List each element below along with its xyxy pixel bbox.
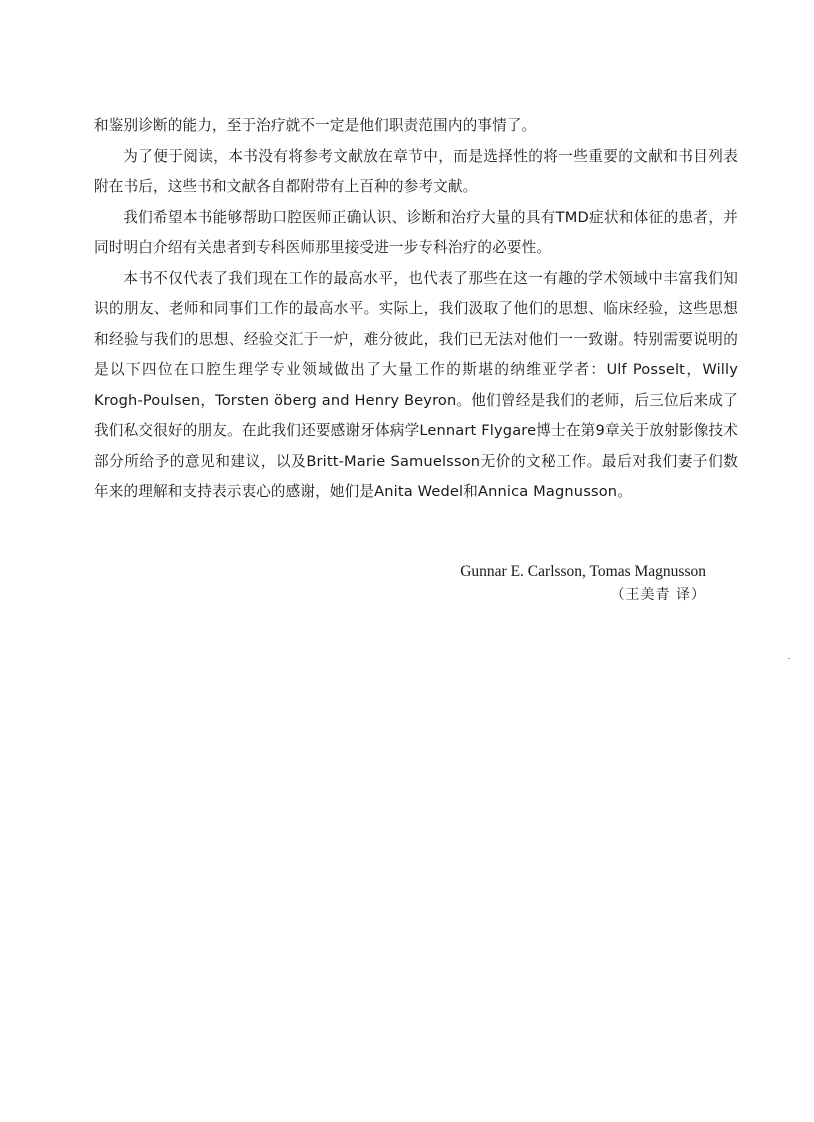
paragraph-references: 为了便于阅读，本书没有将参考文献放在章节中，而是选择性的将一些重要的文献和书目列表附在书后，这些书和文献各自都附带有上百种的参考文献。 (94, 147, 738, 195)
paragraph-acknowledgements: 本书不仅代表了我们现在工作的最高水平，也代表了那些在这一有趣的学术领域中丰富我们知识的朋友、老师和同事们工作的最高水平。实际上，我们汲取了他们的思想、临床经验，这些思想和经验与我们的思想、经验交汇于一炉，难分彼此，我们已无法对他们一一致谢。特别需要说明的是以下四位在口腔生理学专业领域做出了大量工作的斯堪的纳维亚学者：Ulf Posselt，Willy Krogh-Poulsen，Torsten öberg and Henry Beyron。他们曾经是我们的老师，后三位后来成了我们私交很好的朋友。在此我们还要感谢牙体病学Lennart Flygare博士在第9章关于放射影像技术部分所给予的意见和建议，以及Britt-Marie Samuelsson无价的文秘工作。最后对我们妻子们数年来的理解和支持表示衷心的感谢，她们是Anita Wedel和Annica Magnusson。 (94, 269, 738, 500)
signature-block (460, 562, 706, 606)
paragraph-purpose: 我们希望本书能够帮助口腔医师正确认识、诊断和治疗大量的具有TMD症状和体征的患者，并同时明白介绍有关患者到专科医师那里接受进一步专科治疗的必要性。 (94, 208, 738, 256)
paragraph-continuation: 和鉴别诊断的能力，至于治疗就不一定是他们职责范围内的事情了。 (94, 117, 537, 134)
body-text (94, 111, 738, 508)
scan-speck (788, 658, 790, 659)
author-names: Gunnar E. Carlsson, Tomas Magnusson (460, 563, 706, 580)
translator-credit: （王美青 译） (610, 587, 706, 603)
